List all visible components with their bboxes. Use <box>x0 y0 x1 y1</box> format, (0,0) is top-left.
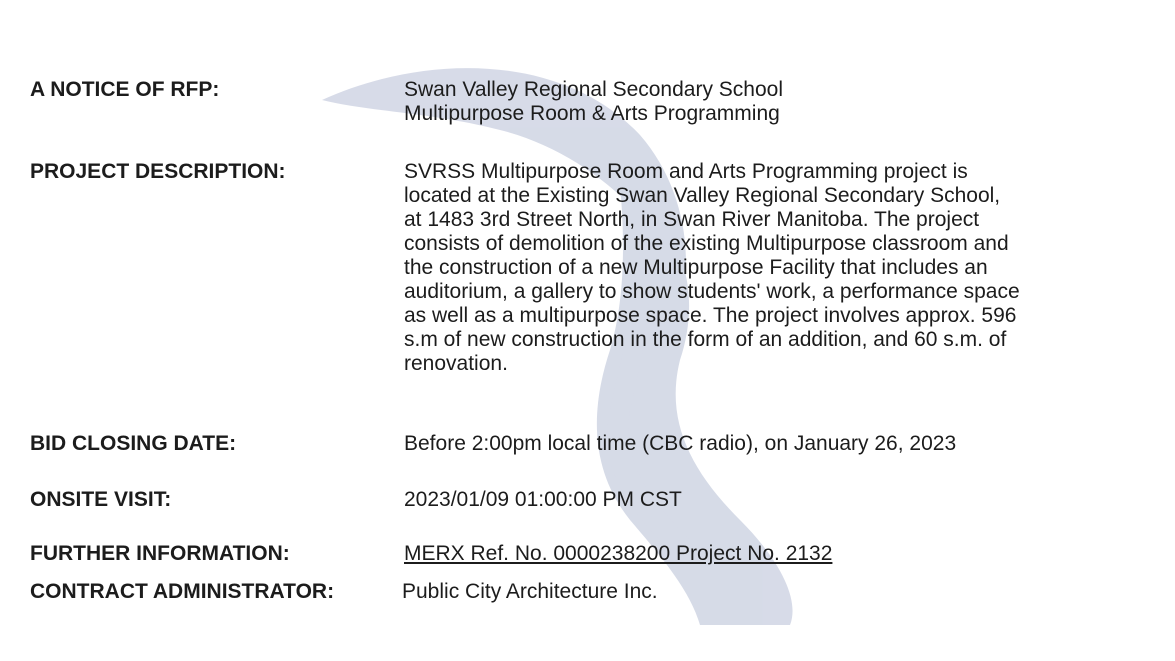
description-line: renovation. <box>404 352 508 375</box>
description-line: the construction of a new Multipurpose Facility that includes an <box>404 256 988 279</box>
onsite-visit-value: 2023/01/09 01:00:00 PM CST <box>404 488 682 511</box>
description-line: at 1483 3rd Street North, in Swan River Manitoba. The project <box>404 208 980 231</box>
bid-closing-label: BID CLOSING DATE: <box>30 432 237 455</box>
description-line: consists of demolition of the existing Multipurpose classroom and <box>404 232 1009 255</box>
further-info-label: FURTHER INFORMATION: <box>30 542 290 565</box>
description-line: auditorium, a gallery to show students' work, a performance space <box>404 280 1020 303</box>
description-value <box>404 160 1154 376</box>
description-line: located at the Existing Swan Valley Regional Secondary School, <box>404 184 1001 207</box>
notice-label: A NOTICE OF RFP: <box>30 78 220 101</box>
notice-line: Multipurpose Room & Arts Programming <box>404 102 780 125</box>
onsite-visit-label: ONSITE VISIT: <box>30 488 172 511</box>
merx-reference-link[interactable]: MERX Ref. No. 0000238200 Project No. 2132 <box>404 542 833 565</box>
description-line: as well as a multipurpose space. The project involves approx. 596 <box>404 304 1017 327</box>
description-line: SVRSS Multipurpose Room and Arts Programming project is <box>404 160 968 183</box>
description-label: PROJECT DESCRIPTION: <box>30 160 286 183</box>
notice-line: Swan Valley Regional Secondary School <box>404 78 784 101</box>
bid-closing-value: Before 2:00pm local time (CBC radio), on January 26, 2023 <box>404 432 957 455</box>
contract-admin-label: CONTRACT ADMINISTRATOR: <box>30 580 335 603</box>
notice-value <box>404 78 1154 126</box>
contract-admin-value: Public City Architecture Inc. <box>402 580 658 603</box>
description-line: s.m of new construction in the form of an addition, and 60 s.m. of <box>404 328 1007 351</box>
